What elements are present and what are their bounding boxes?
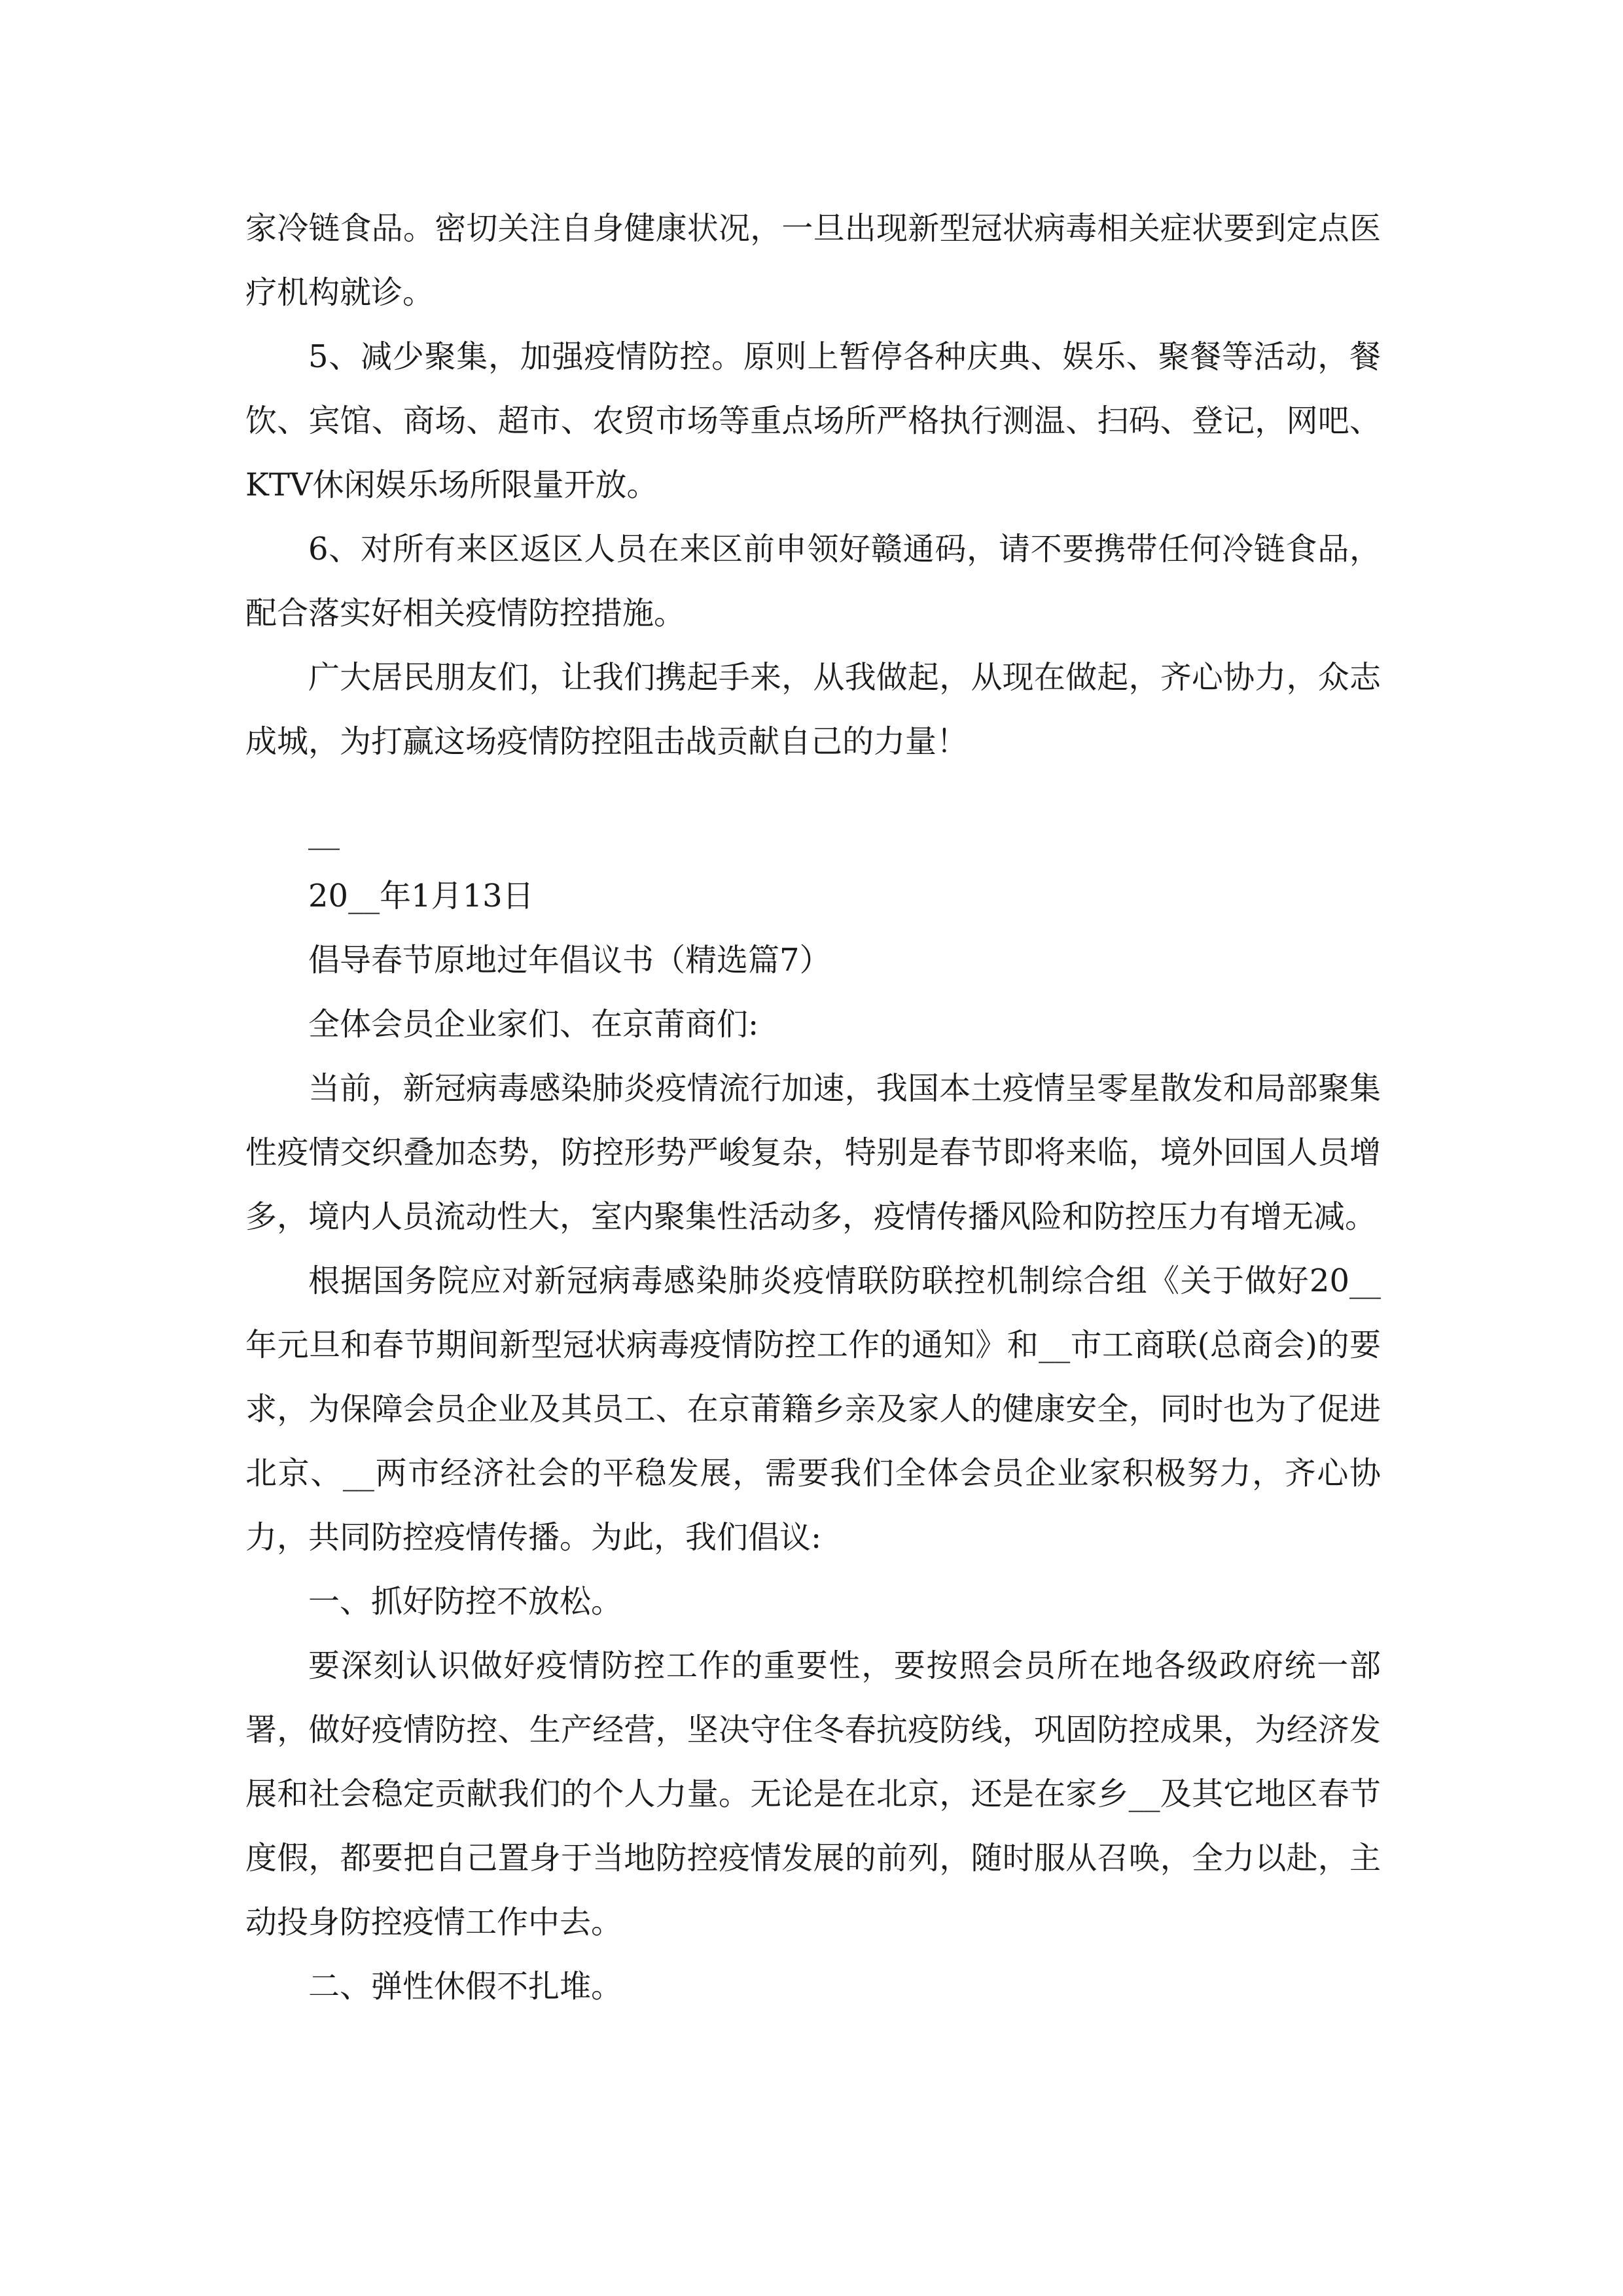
heading-two: 二、弹性休假不扎堆。 [308,1968,623,2005]
paragraph-item-5: 5、减少聚集，加强疫情防控。原则上暂停各种庆典、娱乐、聚餐等活动，餐饮、宾馆、商场、超市、农贸市场等重点场所严格执行测温、扫码、登记，网吧、KTV休闲娱乐场所限量开放。 [245,338,1381,503]
section-title: 倡导春节原地过年倡议书（精选篇7） [308,942,831,978]
paragraph-basis: 根据国务院应对新冠病毒感染肺炎疫情联防联控机制综合组《关于做好20__年元旦和春节期间新型冠状病毒疫情防控工作的通知》和__市工商联(总商会)的要求，为保障会员企业及其员工、在京莆籍乡亲及家人的健康安全，同时也为了促进北京、__两市经济社会的平稳发展，需要我们全体会员企业家积极努力，齐心协力，共同防控疫情传播。为此，我们倡议: [245,1263,1381,1556]
paragraph-item-6: 6、对所有来区返区人员在来区前申领好赣通码，请不要携带任何冷链食品，配合落实好相关疫情防控措施。 [245,531,1381,632]
heading-one: 一、抓好防控不放松。 [308,1583,623,1620]
document-body [245,196,1381,2018]
paragraph-prevention: 要深刻认识做好疫情防控工作的重要性，要按照会员所在地各级政府统一部署，做好疫情防控、生产经营，坚决守住冬春抗疫防线，巩固防控成果，为经济发展和社会稳定贡献我们的个人力量。无论是在北京，还是在家乡__及其它地区春节度假，都要把自己置身于当地防控疫情发展的前列，随时服从召唤，全力以赴，主动投身防控疫情工作中去。 [245,1647,1381,1941]
date-line: 20__年1月13日 [308,878,534,914]
salutation: 全体会员企业家们、在京莆商们: [308,1006,759,1043]
spacer [245,774,1381,800]
paragraph-current-situation: 当前，新冠病毒感染肺炎疫情流行加速，我国本土疫情呈零星散发和局部聚集性疫情交织叠加态势，防控形势严峻复杂，特别是春节即将来临，境外回国人员增多，境内人员流动性大，室内聚集性活动多，疫情传播风险和防控压力有增无减。 [245,1070,1381,1235]
paragraph-closing-appeal: 广大居民朋友们，让我们携起手来，从我做起，从现在做起，齐心协力，众志成城，为打赢这场疫情防控阻击战贡献自己的力量！ [245,659,1381,760]
paragraph-cold-chain-health: 家冷链食品。密切关注自身健康状况，一旦出现新型冠状病毒相关症状要到定点医疗机构就诊。 [245,210,1381,311]
signature-blank: __ [308,814,340,850]
